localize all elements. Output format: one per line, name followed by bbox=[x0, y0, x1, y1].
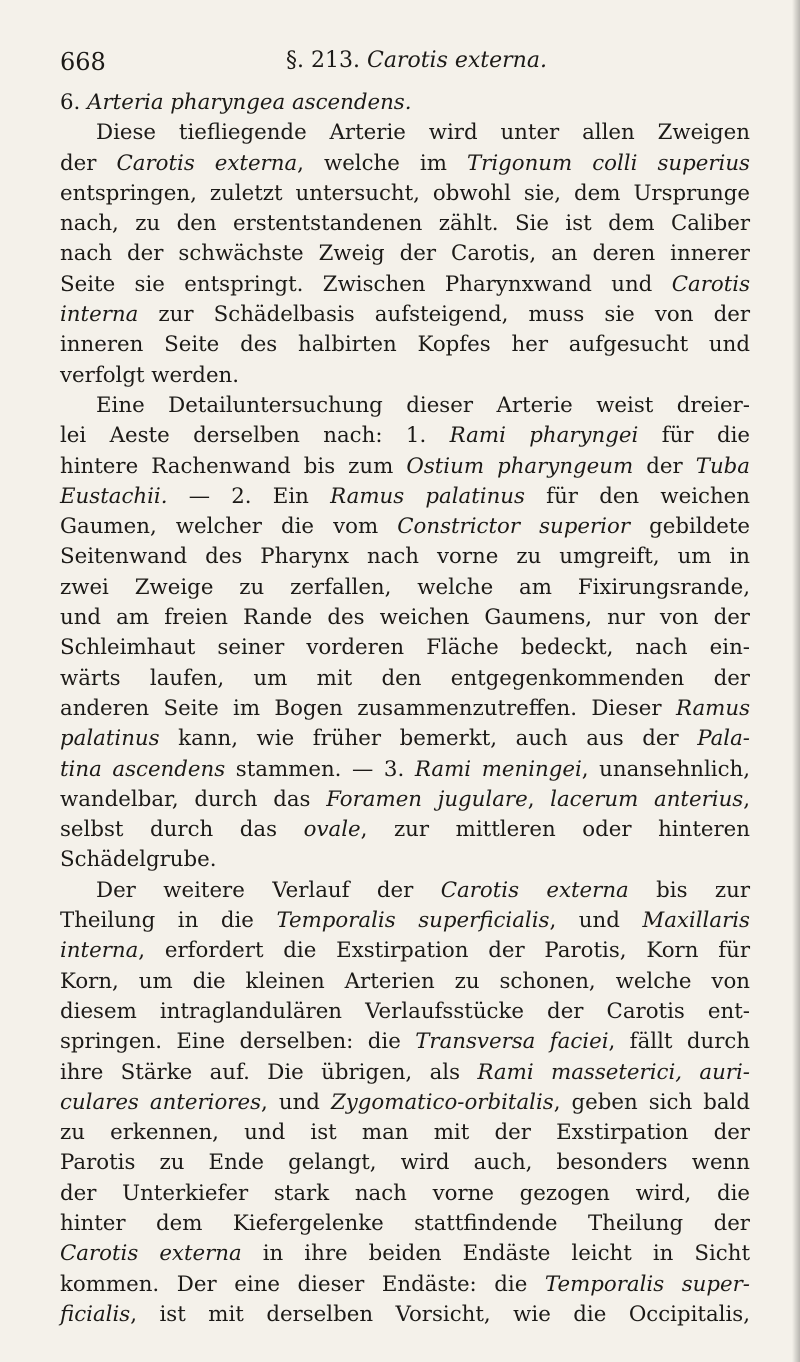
text-line bbox=[60, 1300, 750, 1330]
text-run: Diese tiefliegende Arterie wird unter allen Zweigen bbox=[96, 120, 750, 146]
section-title: Carotis externa. bbox=[366, 48, 547, 73]
italic-term: Tuba bbox=[695, 453, 750, 479]
text-run: nach, zu den erstentstandenen zählt. Sie ist dem Caliber bbox=[60, 211, 750, 237]
page-edge-shadow bbox=[792, 0, 800, 1362]
text-run: der bbox=[633, 453, 696, 479]
text-run: bis zur bbox=[628, 877, 750, 903]
text-line bbox=[60, 239, 750, 269]
text-line bbox=[60, 755, 750, 785]
italic-term: interna bbox=[60, 938, 139, 964]
text-run: diesem intraglandulären Verlaufsstücke der Carotis ent- bbox=[60, 998, 750, 1024]
text-run: der bbox=[60, 150, 117, 176]
text-lines bbox=[60, 118, 750, 1330]
text-line bbox=[60, 845, 750, 875]
text-line bbox=[60, 1270, 750, 1300]
text-run: gebildete bbox=[630, 514, 750, 540]
text-run: , und bbox=[261, 1089, 331, 1115]
italic-term: ovale bbox=[303, 817, 361, 843]
text-line bbox=[60, 573, 750, 603]
text-line bbox=[60, 906, 750, 936]
text-run: , fällt durch bbox=[608, 1029, 751, 1055]
italic-term: tina ascendens bbox=[60, 756, 226, 782]
subsection-title: Arteria pharyngea ascendens. bbox=[87, 90, 412, 115]
text-line bbox=[60, 724, 750, 754]
italic-term: Trigonum colli superius bbox=[466, 150, 750, 176]
text-line bbox=[60, 997, 750, 1027]
italic-term: Transversa faciei bbox=[415, 1029, 609, 1055]
text-run: , bbox=[743, 786, 751, 812]
text-line bbox=[60, 1148, 750, 1178]
text-run: , welche im bbox=[297, 150, 467, 176]
text-line bbox=[60, 1239, 750, 1269]
text-run: in ihre beiden Endäste leicht in Sicht bbox=[241, 1241, 751, 1267]
text-line bbox=[60, 361, 750, 391]
italic-term: Carotis bbox=[671, 271, 750, 297]
text-line bbox=[60, 118, 750, 148]
text-run: selbst durch das bbox=[60, 817, 304, 843]
italic-term: Eustachii. bbox=[60, 483, 168, 509]
text-run: ihre Stärke auf. Die übrigen, als bbox=[60, 1059, 478, 1085]
text-run: Seite sie entspringt. Zwischen Pharynxwand und bbox=[60, 271, 672, 297]
text-run: stammen. — 3. bbox=[225, 756, 415, 782]
text-line bbox=[60, 512, 750, 542]
italic-term: Constrictor superior bbox=[397, 514, 630, 540]
text-line bbox=[60, 421, 750, 451]
text-line bbox=[60, 967, 750, 997]
text-run: und am freien Rande des weichen Gaumens, nur von der bbox=[60, 605, 750, 631]
section-number: §. 213. bbox=[286, 48, 360, 73]
italic-term: Rami meningei bbox=[414, 756, 582, 782]
text-line bbox=[60, 1118, 750, 1148]
italic-term: Temporalis super- bbox=[544, 1271, 750, 1297]
text-line bbox=[60, 1027, 750, 1057]
text-line bbox=[60, 542, 750, 572]
text-line bbox=[60, 1179, 750, 1209]
text-line bbox=[60, 1058, 750, 1088]
body-text bbox=[60, 88, 750, 1330]
text-line bbox=[60, 936, 750, 966]
text-run: für den weichen bbox=[524, 483, 750, 509]
text-line bbox=[60, 815, 750, 845]
text-line bbox=[60, 179, 750, 209]
text-line bbox=[60, 785, 750, 815]
text-line bbox=[60, 300, 750, 330]
text-line bbox=[60, 664, 750, 694]
italic-term: palatinus bbox=[60, 726, 160, 752]
text-run: Schleimhaut seiner vorderen Fläche bedeckt, nach ein- bbox=[60, 635, 750, 661]
text-run: Theilung in die bbox=[60, 908, 277, 934]
text-run: wandelbar, durch das bbox=[60, 786, 327, 812]
text-line bbox=[60, 1209, 750, 1239]
italic-term: lacerum anterius bbox=[550, 786, 744, 812]
page-number: 668 bbox=[60, 48, 106, 76]
text-run: , geben sich bald bbox=[553, 1089, 750, 1115]
text-run: wärts laufen, um mit den entgegenkommenden der bbox=[60, 665, 750, 691]
italic-term: Carotis externa bbox=[116, 150, 298, 176]
text-run: Eine Detailuntersuchung dieser Arterie weist dreier- bbox=[96, 392, 750, 418]
italic-term: Foramen jugulare bbox=[326, 786, 528, 812]
italic-term: culares anteriores bbox=[60, 1089, 262, 1115]
italic-term: Ramus bbox=[675, 695, 750, 721]
text-run: entspringen, zuletzt untersucht, obwohl sie, dem Ursprunge bbox=[60, 180, 750, 206]
italic-term: Temporalis superficialis bbox=[276, 908, 550, 934]
text-run: der Unterkiefer stark nach vorne gezogen wird, die bbox=[60, 1180, 750, 1206]
subsection-heading bbox=[60, 88, 750, 118]
text-line bbox=[60, 1088, 750, 1118]
text-run: Der weitere Verlauf der bbox=[96, 877, 441, 903]
text-line bbox=[60, 149, 750, 179]
text-run: zwei Zweige zu zerfallen, welche am Fixirungsrande, bbox=[60, 574, 750, 600]
text-run: lei Aeste derselben nach: 1. bbox=[60, 423, 450, 449]
text-line bbox=[60, 330, 750, 360]
italic-term: ficialis bbox=[60, 1301, 131, 1327]
italic-term: Ostium pharyngeum bbox=[406, 453, 634, 479]
text-run: , unansehnlich, bbox=[581, 756, 751, 782]
text-run: , ist mit derselben Vorsicht, wie die Occipitalis, bbox=[130, 1301, 750, 1327]
text-run: Parotis zu Ende gelangt, wird auch, besonders wenn bbox=[60, 1150, 750, 1176]
italic-term: Rami masseterici, auri- bbox=[477, 1059, 750, 1085]
subsection-number: 6. bbox=[60, 90, 81, 115]
text-line bbox=[60, 633, 750, 663]
text-run: , zur mittleren oder hinteren bbox=[360, 817, 750, 843]
text-run: Korn, um die kleinen Arterien zu schonen, welche von bbox=[60, 968, 750, 994]
running-head bbox=[286, 48, 547, 73]
text-line bbox=[60, 391, 750, 421]
text-run: kann, wie früher bemerkt, auch aus der bbox=[159, 726, 698, 752]
italic-term: Maxillaris bbox=[642, 908, 750, 934]
text-run: verfolgt werden. bbox=[60, 362, 240, 388]
italic-term: Carotis externa bbox=[60, 1241, 242, 1267]
text-line bbox=[60, 876, 750, 906]
text-run: zur Schädelbasis aufsteigend, muss sie von der bbox=[138, 302, 750, 328]
book-page bbox=[60, 48, 750, 1330]
text-line bbox=[60, 694, 750, 724]
text-run: anderen Seite im Bogen zusammenzutreffen. Dieser bbox=[60, 695, 676, 721]
text-line bbox=[60, 209, 750, 239]
text-run: Gaumen, welcher die vom bbox=[60, 514, 398, 540]
italic-term: Pala- bbox=[697, 726, 750, 752]
text-run: , erfordert die Exstirpation der Parotis, Korn für bbox=[138, 938, 750, 964]
italic-term: interna bbox=[60, 302, 139, 328]
italic-term: Carotis externa bbox=[440, 877, 629, 903]
text-line bbox=[60, 482, 750, 512]
italic-term: Zygomatico-orbitalis bbox=[330, 1089, 554, 1115]
running-header bbox=[60, 48, 750, 88]
text-run: springen. Eine derselben: die bbox=[60, 1029, 416, 1055]
text-run: hinter dem Kiefergelenke stattfindende Theilung der bbox=[60, 1210, 750, 1236]
text-run: kommen. Der eine dieser Endäste: die bbox=[60, 1271, 545, 1297]
text-run: , und bbox=[549, 908, 643, 934]
text-run: Schädelgrube. bbox=[60, 847, 217, 873]
text-run: — 2. Ein bbox=[167, 483, 331, 509]
text-run: , bbox=[527, 786, 551, 812]
text-line bbox=[60, 603, 750, 633]
text-run: für die bbox=[638, 423, 750, 449]
text-run: zu erkennen, und ist man mit der Exstirpation der bbox=[60, 1120, 750, 1146]
italic-term: Rami pharyngei bbox=[449, 423, 639, 449]
text-line bbox=[60, 452, 750, 482]
text-run: nach der schwächste Zweig der Carotis, an deren innerer bbox=[60, 241, 750, 267]
text-run: inneren Seite des halbirten Kopfes her aufgesucht und bbox=[60, 332, 750, 358]
text-run: Seitenwand des Pharynx nach vorne zu umgreift, um in bbox=[60, 544, 750, 570]
italic-term: Ramus palatinus bbox=[330, 483, 525, 509]
text-run: hintere Rachenwand bis zum bbox=[60, 453, 407, 479]
text-line bbox=[60, 270, 750, 300]
